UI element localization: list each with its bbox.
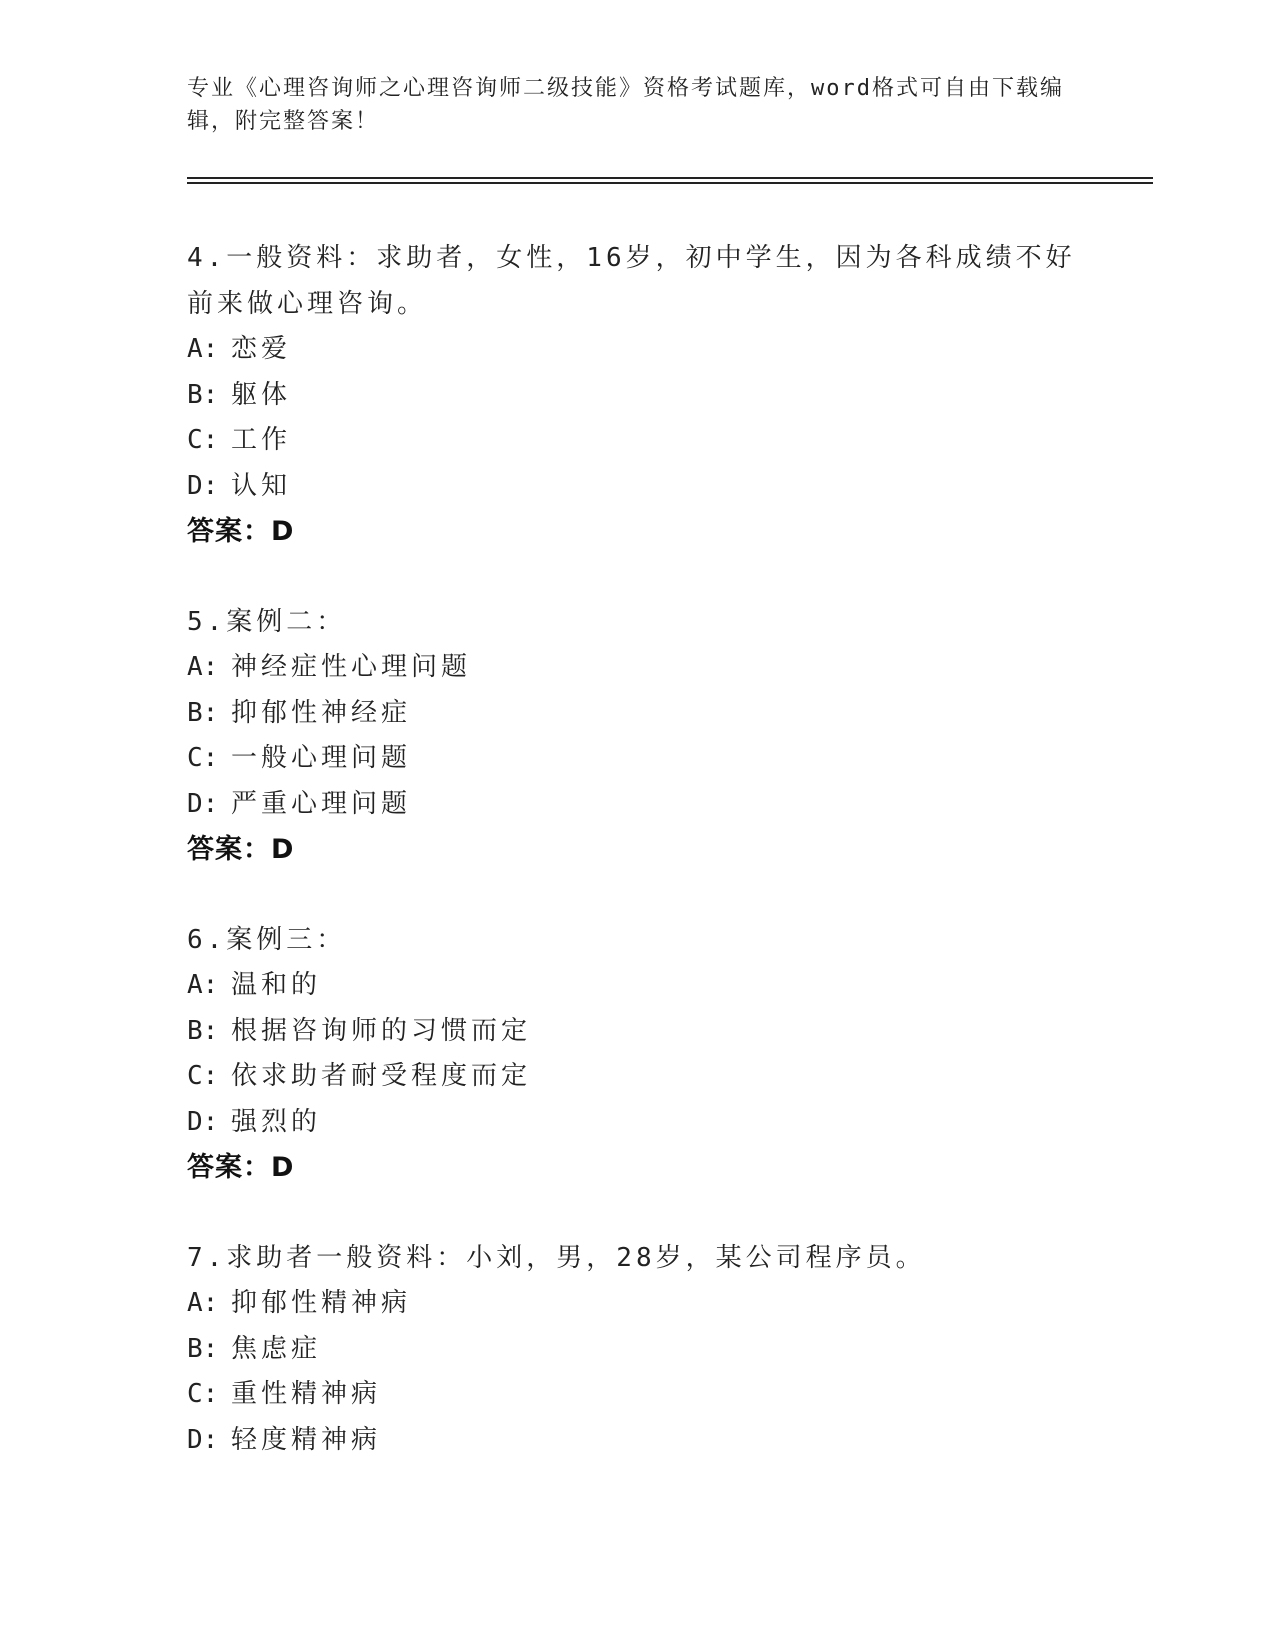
option-letter: D: <box>187 1424 219 1455</box>
question-item <box>187 599 1087 873</box>
option-letter: B: <box>187 379 219 410</box>
option-b <box>187 691 1087 737</box>
option-text: 温和的 <box>231 970 322 1000</box>
option-letter: C: <box>187 743 219 773</box>
question-stem: 6.案例三： <box>187 925 347 955</box>
header-divider-top <box>187 177 1153 179</box>
option-b <box>187 373 1087 419</box>
question-list <box>187 235 1087 1507</box>
option-d <box>187 782 1087 828</box>
option-letter: B: <box>187 1015 219 1046</box>
option-letter: D: <box>187 1106 219 1137</box>
option-text: 一般心理问题 <box>231 743 412 773</box>
option-c <box>187 418 1087 464</box>
document-header: 专业《心理咨询师之心理咨询师二级技能》资格考试题库，word格式可自由下载编辑，附完整答案！ <box>187 76 1064 134</box>
question-stem: 4.一般资料：求助者，女性，16岁，初中学生，因为各科成绩不好前来做心理咨询。 <box>187 243 1076 319</box>
option-text: 重性精神病 <box>231 1379 382 1409</box>
answer-line: 答案：D <box>187 834 295 865</box>
option-c <box>187 1054 1087 1100</box>
option-letter: C: <box>187 1379 219 1409</box>
option-c <box>187 1372 1087 1418</box>
option-a <box>187 963 1087 1009</box>
option-text: 轻度精神病 <box>231 1424 382 1455</box>
option-a <box>187 327 1087 373</box>
option-text: 强烈的 <box>231 1106 322 1137</box>
option-a <box>187 1281 1087 1327</box>
option-text: 神经症性心理问题 <box>231 652 472 682</box>
option-text: 严重心理问题 <box>231 788 412 819</box>
option-letter: D: <box>187 788 219 819</box>
option-d <box>187 1418 1087 1464</box>
option-d <box>187 1100 1087 1146</box>
option-letter: C: <box>187 1061 219 1091</box>
option-text: 恋爱 <box>231 334 292 364</box>
option-letter: C: <box>187 425 219 455</box>
option-b <box>187 1327 1087 1373</box>
option-text: 工作 <box>231 425 292 455</box>
option-letter: A: <box>187 1288 219 1318</box>
question-item <box>187 1235 1087 1463</box>
option-b <box>187 1009 1087 1055</box>
answer-line: 答案：D <box>187 1152 295 1183</box>
option-letter: B: <box>187 697 219 728</box>
option-letter: D: <box>187 470 219 501</box>
option-letter: B: <box>187 1333 219 1364</box>
question-stem: 7.求助者一般资料：小刘，男，28岁，某公司程序员。 <box>187 1243 926 1273</box>
option-a <box>187 645 1087 691</box>
option-text: 抑郁性精神病 <box>231 1288 412 1318</box>
option-letter: A: <box>187 970 219 1000</box>
option-text: 认知 <box>231 470 292 501</box>
option-d <box>187 464 1087 510</box>
question-stem: 5.案例二： <box>187 607 347 637</box>
question-item <box>187 235 1087 555</box>
option-letter: A: <box>187 652 219 682</box>
option-text: 躯体 <box>231 379 292 410</box>
option-c <box>187 736 1087 782</box>
header-divider-bottom <box>187 182 1153 184</box>
question-item <box>187 917 1087 1191</box>
option-text: 抑郁性神经症 <box>231 697 412 728</box>
option-text: 焦虑症 <box>231 1333 322 1364</box>
option-letter: A: <box>187 334 219 364</box>
answer-line: 答案：D <box>187 516 295 547</box>
option-text: 依求助者耐受程度而定 <box>231 1061 532 1091</box>
option-text: 根据咨询师的习惯而定 <box>231 1015 532 1046</box>
